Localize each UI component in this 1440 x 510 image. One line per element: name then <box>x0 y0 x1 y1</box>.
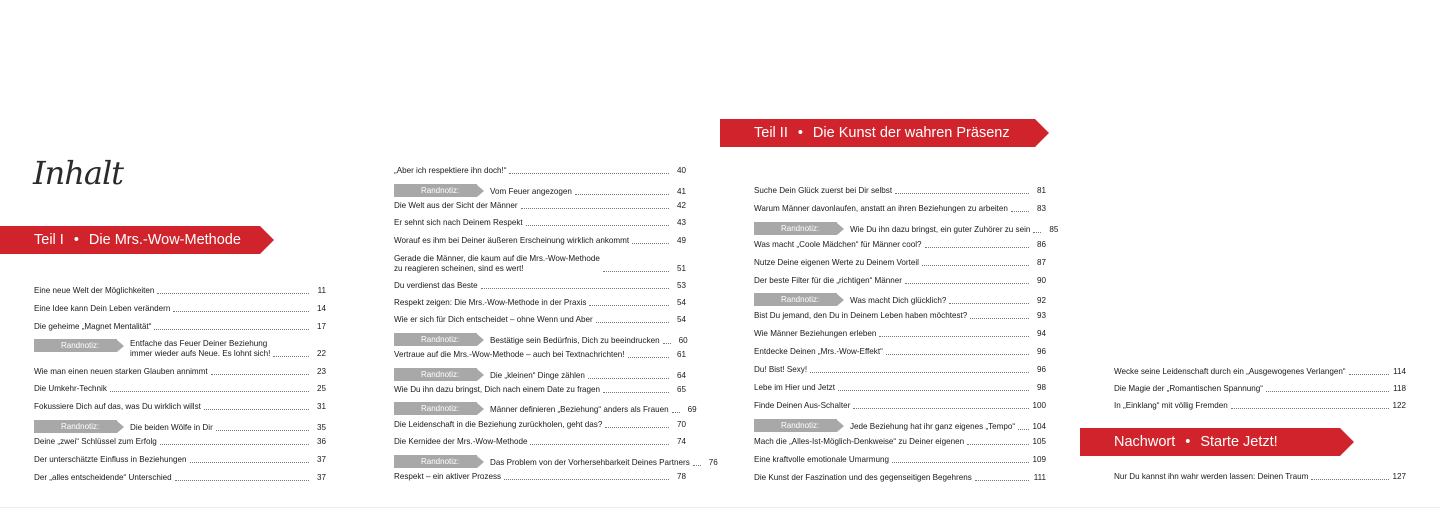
toc-entry-title: In „Einklang“ mit völlig Fremden <box>1114 401 1228 410</box>
dot-leader <box>967 444 1029 445</box>
toc-entry[interactable] <box>34 402 326 412</box>
toc-entry-title: Die geheime „Magnet Mentalität“ <box>34 322 152 331</box>
dot-leader <box>1033 232 1041 233</box>
page-number: 22 <box>316 349 326 358</box>
toc-entry-randnotiz[interactable] <box>394 184 686 197</box>
dot-leader <box>628 357 670 358</box>
page-number: 100 <box>1032 401 1046 410</box>
page-number: 74 <box>676 437 686 446</box>
toc-entry[interactable] <box>34 473 326 483</box>
banner-teil-1 <box>0 226 274 254</box>
page-number: 118 <box>1393 384 1406 393</box>
toc-entry-title: Was macht „Coole Mädchen“ für Männer cool? <box>754 240 922 249</box>
dot-leader <box>1349 374 1389 375</box>
dot-leader <box>204 409 309 410</box>
page-number: 104 <box>1032 422 1046 431</box>
banner-nachwort <box>1080 428 1354 456</box>
toc-entry-randnotiz[interactable] <box>754 222 1059 235</box>
toc-entry[interactable] <box>394 218 686 228</box>
toc-entry-title: Entdecke Deinen „Mrs.-Wow-Effekt“ <box>754 347 883 356</box>
dot-leader <box>922 265 1029 266</box>
toc-entry-title: Wie Du ihn dazu bringst, ein guter Zuhörer zu sein <box>850 225 1031 234</box>
toc-entry[interactable] <box>754 186 1046 196</box>
dot-leader <box>526 225 669 226</box>
page-number: 36 <box>316 437 326 446</box>
randnotiz-tag <box>754 419 844 432</box>
dot-leader <box>157 293 309 294</box>
toc-entry-title: Eine Idee kann Dein Leben verändern <box>34 304 171 313</box>
page-number: 42 <box>676 201 686 210</box>
toc-entry[interactable] <box>394 236 686 246</box>
toc-entry-title-line-1: Entfache das Feuer Deiner Beziehung <box>130 339 268 348</box>
dot-leader <box>693 465 701 466</box>
dot-leader <box>481 288 669 289</box>
toc-entry[interactable] <box>34 367 326 377</box>
dot-leader <box>810 372 1029 373</box>
dot-leader <box>575 194 669 195</box>
toc-entry-title: Du verdienst das Beste <box>394 281 478 290</box>
dot-leader <box>886 354 1029 355</box>
page-number: 70 <box>676 420 686 429</box>
randnotiz-tag <box>34 420 124 433</box>
toc-entry-title: Das Problem von der Vorhersehbarkeit Deines Partners <box>490 458 690 467</box>
randnotiz-arrow-shape <box>117 340 124 352</box>
toc-entry[interactable] <box>34 437 326 447</box>
dot-leader <box>925 247 1030 248</box>
dot-leader <box>521 208 669 209</box>
toc-entry-title: Die „kleinen“ Dinge zählen <box>490 371 585 380</box>
page-number: 54 <box>676 315 686 324</box>
toc-entry-title: Du! Bist! Sexy! <box>754 365 808 374</box>
randnotiz-tag <box>394 333 484 346</box>
toc-entry[interactable] <box>34 455 326 465</box>
dot-leader <box>504 479 669 480</box>
dot-leader <box>853 408 1029 409</box>
toc-entry[interactable] <box>1114 472 1406 482</box>
page-number: 87 <box>1036 258 1046 267</box>
toc-entry[interactable] <box>394 420 686 430</box>
toc-entry-randnotiz[interactable] <box>34 339 326 359</box>
toc-entry-title: Bist Du jemand, den Du in Deinem Leben haben möchtest? <box>754 311 968 320</box>
page-number: 122 <box>1392 401 1406 410</box>
dot-leader <box>110 391 309 392</box>
toc-entry[interactable] <box>754 455 1046 465</box>
toc-entry[interactable] <box>394 472 686 482</box>
dot-leader <box>892 462 1029 463</box>
dot-leader <box>663 343 671 344</box>
dot-leader <box>975 480 1029 481</box>
toc-entry-randnotiz[interactable] <box>754 419 1046 432</box>
randnotiz-arrow-shape <box>477 369 484 381</box>
toc-entry[interactable] <box>394 437 686 447</box>
dot-leader <box>603 271 669 272</box>
dot-leader <box>949 303 1029 304</box>
dot-leader <box>603 392 669 393</box>
toc-entry[interactable] <box>394 254 686 274</box>
dot-leader <box>632 243 669 244</box>
page-number: 83 <box>1036 204 1046 213</box>
toc-entry-title: Worauf es ihm bei Deiner äußeren Erscheinung wirklich ankommt <box>394 236 630 245</box>
toc-entry[interactable] <box>34 304 326 314</box>
randnotiz-label: Randnotiz: <box>754 222 837 235</box>
toc-entry-title: Die Kernidee der Mrs.-Wow-Methode <box>394 437 528 446</box>
randnotiz-arrow-shape <box>117 421 124 433</box>
page-number: 60 <box>678 336 688 345</box>
page-number: 111 <box>1033 473 1046 482</box>
randnotiz-tag <box>394 455 484 468</box>
page-number: 11 <box>317 286 326 295</box>
page-number: 61 <box>676 350 686 359</box>
toc-entry-title: Nur Du kannst ihn wahr werden lassen: Deinen Traum <box>1114 472 1309 481</box>
dot-leader <box>216 430 309 431</box>
toc-entry[interactable] <box>754 473 1046 483</box>
toc-entry[interactable] <box>754 401 1046 411</box>
toc-entry-title: Fokussiere Dich auf das, was Du wirklich willst <box>34 402 201 411</box>
randnotiz-arrow-shape <box>837 223 844 235</box>
toc-entry-title <box>394 254 600 274</box>
toc-entry-title: Die Welt aus der Sicht der Männer <box>394 201 518 210</box>
page-number: 109 <box>1032 455 1046 464</box>
toc-entry-title: Die Umkehr-Technik <box>34 384 107 393</box>
toc-entry[interactable] <box>754 329 1046 339</box>
page-number: 92 <box>1036 296 1046 305</box>
banner-arrow-shape <box>260 226 274 254</box>
page-number: 51 <box>676 264 686 273</box>
page-number: 90 <box>1036 276 1046 285</box>
toc-entry[interactable] <box>394 298 686 308</box>
banner-bullet: • <box>73 232 79 248</box>
page-number: 17 <box>316 322 326 331</box>
page-number: 49 <box>676 236 686 245</box>
banner-part: Teil II <box>754 125 788 141</box>
dot-leader <box>596 322 669 323</box>
dot-leader <box>530 444 669 445</box>
toc-entry-title: Mach die „Alles-Ist-Möglich-Denkweise“ zu Deiner eigenen <box>754 437 965 446</box>
randnotiz-label: Randnotiz: <box>34 420 117 433</box>
randnotiz-arrow-shape <box>837 294 844 306</box>
toc-entry[interactable] <box>754 258 1046 268</box>
toc-entry-title: Wie Du ihn dazu bringst, Dich nach einem Date zu fragen <box>394 385 601 394</box>
toc-entry-randnotiz[interactable] <box>394 368 686 381</box>
dot-leader <box>588 378 669 379</box>
page-divider <box>0 507 1440 508</box>
toc-entry[interactable] <box>754 383 1046 393</box>
toc-entry-title: Die beiden Wölfe in Dir <box>130 423 213 432</box>
page-number: 64 <box>676 371 686 380</box>
toc-entry-randnotiz[interactable] <box>394 455 718 468</box>
toc-entry-title: Respekt zeigen: Die Mrs.-Wow-Methode in der Praxis <box>394 298 587 307</box>
randnotiz-label: Randnotiz: <box>394 368 477 381</box>
toc-entry-title: Nutze Deine eigenen Werte zu Deinem Vorteil <box>754 258 919 267</box>
page-number: 14 <box>316 304 326 313</box>
page-number: 105 <box>1032 437 1046 446</box>
page-number: 40 <box>676 166 686 175</box>
toc-entry-title: Vom Feuer angezogen <box>490 187 572 196</box>
randnotiz-label: Randnotiz: <box>34 339 117 352</box>
dot-leader <box>589 305 669 306</box>
toc-entry-title: Männer definieren „Beziehung“ anders als Frauen <box>490 405 669 414</box>
randnotiz-label: Randnotiz: <box>394 184 477 197</box>
toc-entry-title: Eine kraftvolle emotionale Umarmung <box>754 455 889 464</box>
page-number: 23 <box>316 367 326 376</box>
toc-entry-title-line-1: Gerade die Männer, die kaum auf die Mrs.-Wow-Methode <box>394 254 600 263</box>
toc-entry-title: Die Kunst der Faszination und des gegenseitigen Begehrens <box>754 473 972 482</box>
banner-bullet: • <box>797 125 803 141</box>
toc-entry[interactable] <box>754 311 1046 321</box>
toc-entry[interactable] <box>1114 401 1406 411</box>
toc-entry-title: Vertraue auf die Mrs.-Wow-Methode – auch bei Textnachrichten! <box>394 350 625 359</box>
randnotiz-arrow-shape <box>477 403 484 415</box>
banner-part: Teil I <box>34 232 64 248</box>
dot-leader <box>190 462 309 463</box>
dot-leader <box>605 427 669 428</box>
page-number: 54 <box>676 298 686 307</box>
toc-entry-title: Die Leidenschaft in die Beziehung zurückholen, geht das? <box>394 420 603 429</box>
dot-leader <box>175 480 309 481</box>
dot-leader <box>509 173 669 174</box>
toc-entry-title-line-2: immer wieder aufs Neue. Es lohnt sich! <box>130 349 271 358</box>
toc-entry-title: Bestätige sein Bedürfnis, Dich zu beeindrucken <box>490 336 660 345</box>
toc-entry[interactable] <box>34 322 326 332</box>
page-number: 31 <box>316 402 326 411</box>
toc-entry[interactable] <box>1114 367 1406 377</box>
randnotiz-label: Randnotiz: <box>754 419 837 432</box>
toc-entry[interactable] <box>34 286 326 296</box>
toc-entry[interactable] <box>394 166 686 176</box>
page-number: 96 <box>1036 365 1046 374</box>
randnotiz-arrow-shape <box>477 334 484 346</box>
toc-entry[interactable] <box>394 350 686 360</box>
randnotiz-tag <box>394 402 484 415</box>
toc-entry-title: Was macht Dich glücklich? <box>850 296 947 305</box>
page-number: 65 <box>676 385 686 394</box>
randnotiz-tag <box>394 184 484 197</box>
dot-leader <box>173 311 309 312</box>
dot-leader <box>838 390 1029 391</box>
toc-entry[interactable] <box>754 365 1046 375</box>
toc-entry-title: Er sehnt sich nach Deinem Respekt <box>394 218 523 227</box>
randnotiz-label: Randnotiz: <box>394 455 477 468</box>
randnotiz-tag <box>754 222 844 235</box>
page-number: 94 <box>1036 329 1046 338</box>
dot-leader <box>672 412 680 413</box>
toc-entry-title: Die Magie der „Romantischen Spannung“ <box>1114 384 1263 393</box>
page-number: 25 <box>316 384 326 393</box>
page-title: Inhalt <box>33 154 124 192</box>
toc-entry-title: Respekt – ein aktiver Prozess <box>394 472 502 481</box>
toc-entry[interactable] <box>394 281 686 291</box>
toc-entry[interactable] <box>34 384 326 394</box>
randnotiz-arrow-shape <box>477 185 484 197</box>
randnotiz-label: Randnotiz: <box>754 293 837 306</box>
dot-leader <box>895 193 1029 194</box>
banner-title: Die Mrs.-Wow-Methode <box>88 232 241 248</box>
toc-entry-randnotiz[interactable] <box>754 293 1046 306</box>
banner-title: Starte Jetzt! <box>1200 434 1278 450</box>
toc-entry[interactable] <box>394 201 686 211</box>
page-number: 53 <box>676 281 686 290</box>
banner-arrow-shape <box>1340 428 1354 456</box>
toc-entry-title: Jede Beziehung hat ihr ganz eigenes „Tempo“ <box>850 422 1016 431</box>
dot-leader <box>879 336 1029 337</box>
page-number: 93 <box>1036 311 1046 320</box>
randnotiz-arrow-shape <box>837 420 844 432</box>
page-number: 86 <box>1036 240 1046 249</box>
toc-entry-title: Wie er sich für Dich entscheidet – ohne Wenn und Aber <box>394 315 593 324</box>
toc-entry-title <box>130 339 270 359</box>
toc-entry-title: „Aber ich respektiere ihn doch!“ <box>394 166 507 175</box>
toc-entry-title: Wie man einen neuen starken Glauben annimmt <box>34 367 208 376</box>
dot-leader <box>1311 479 1389 480</box>
page-number: 76 <box>708 458 718 467</box>
dot-leader <box>160 444 309 445</box>
page-number: 98 <box>1036 383 1046 392</box>
randnotiz-label: Randnotiz: <box>394 402 477 415</box>
page-number: 43 <box>676 218 686 227</box>
toc-entry-randnotiz[interactable] <box>34 420 326 433</box>
dot-leader <box>905 283 1029 284</box>
dot-leader <box>1266 391 1389 392</box>
toc-entry-title: Warum Männer davonlaufen, anstatt an ihren Beziehungen zu arbeiten <box>754 204 1008 213</box>
banner-teil-2-bar <box>720 119 1035 147</box>
dot-leader <box>1011 211 1029 212</box>
toc-entry-title: Der beste Filter für die „richtigen“ Männer <box>754 276 902 285</box>
dot-leader <box>970 318 1029 319</box>
toc-entry[interactable] <box>754 437 1046 447</box>
dot-leader <box>154 329 309 330</box>
banner-teil-2 <box>720 119 1049 147</box>
randnotiz-tag <box>34 339 124 352</box>
dot-leader <box>273 356 309 357</box>
page-number: 96 <box>1036 347 1046 356</box>
banner-title: Die Kunst der wahren Präsenz <box>812 125 1010 141</box>
banner-part: Nachwort <box>1114 434 1176 450</box>
banner-nachwort-bar <box>1080 428 1340 456</box>
toc-entry[interactable] <box>1114 384 1406 394</box>
toc-entry-randnotiz[interactable] <box>394 402 697 415</box>
dot-leader <box>1018 429 1029 430</box>
page-number: 37 <box>316 473 326 482</box>
toc-entry[interactable] <box>394 385 686 395</box>
toc-entry-title: Wecke seine Leidenschaft durch ein „Ausgewogenes Verlangen“ <box>1114 367 1346 376</box>
randnotiz-tag <box>754 293 844 306</box>
page-number: 35 <box>316 423 326 432</box>
toc-entry-title: Finde Deinen Aus-Schalter <box>754 401 851 410</box>
dot-leader <box>1231 408 1389 409</box>
randnotiz-tag <box>394 368 484 381</box>
toc-entry-title: Eine neue Welt der Möglichkeiten <box>34 286 155 295</box>
toc-entry[interactable] <box>754 347 1046 357</box>
page-number: 127 <box>1392 472 1406 481</box>
banner-bullet: • <box>1185 434 1191 450</box>
randnotiz-arrow-shape <box>477 456 484 468</box>
page-number: 37 <box>316 455 326 464</box>
page-number: 81 <box>1036 186 1046 195</box>
toc-entry-randnotiz[interactable] <box>394 333 686 346</box>
toc-entry-title: Deine „zwei“ Schlüssel zum Erfolg <box>34 437 157 446</box>
page-number: 69 <box>687 405 697 414</box>
toc-entry[interactable] <box>754 240 1046 250</box>
toc-entry-title: Suche Dein Glück zuerst bei Dir selbst <box>754 186 893 195</box>
toc-entry[interactable] <box>754 276 1046 286</box>
banner-teil-1-bar <box>0 226 260 254</box>
toc-entry-title: Wie Männer Beziehungen erleben <box>754 329 877 338</box>
toc-entry-title: Der unterschätzte Einfluss in Beziehungen <box>34 455 187 464</box>
page-number: 114 <box>1393 367 1406 376</box>
page-number: 41 <box>676 187 686 196</box>
toc-entry-title-line-2: zu reagieren scheinen, sind es wert! <box>394 264 524 273</box>
toc-entry[interactable] <box>754 204 1046 214</box>
banner-arrow-shape <box>1035 119 1049 147</box>
dot-leader <box>211 374 309 375</box>
toc-entry-title: Lebe im Hier und Jetzt <box>754 383 835 392</box>
randnotiz-label: Randnotiz: <box>394 333 477 346</box>
page-number: 85 <box>1049 225 1059 234</box>
page-number: 78 <box>676 472 686 481</box>
toc-entry-title: Der „alles entscheidende“ Unterschied <box>34 473 172 482</box>
toc-entry[interactable] <box>394 315 686 325</box>
